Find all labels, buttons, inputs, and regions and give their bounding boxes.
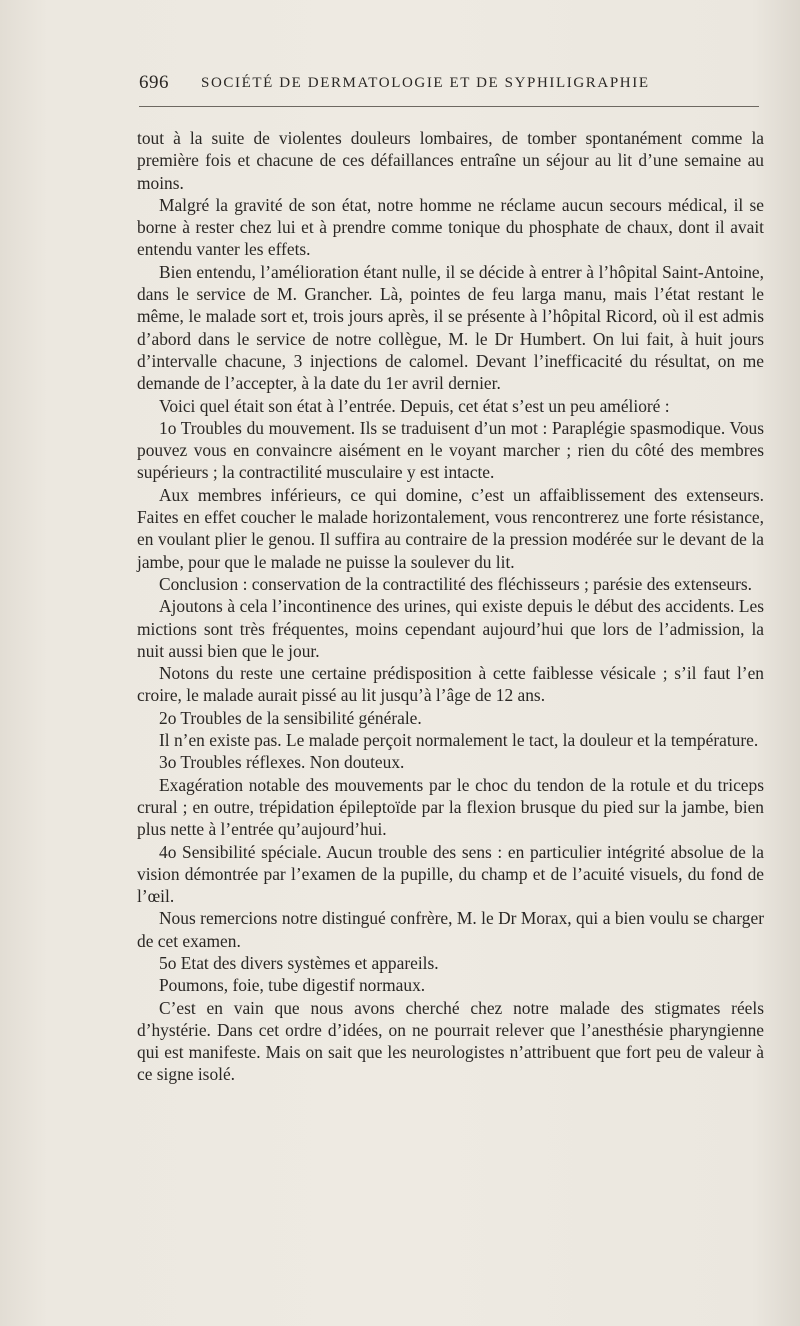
paragraph: Voici quel était son état à l’entrée. Depuis, cet état s’est un peu amélioré : (159, 395, 670, 416)
section-heading-paragraph: 5o Etat des divers systèmes et appareils. (159, 952, 439, 973)
paragraph: Notons du reste une certaine prédisposition à cette faiblesse vésicale ; s’il faut l’en croire, le malade aurait pissé au lit jusqu’à l’âge de 12 ans. (137, 663, 764, 706)
paragraph: Poumons, foie, tube digestif normaux. (159, 975, 426, 996)
paragraph: Malgré la gravité de son état, notre homme ne réclame aucun secours médical, il se borne à rester chez lui et à prendre comme tonique du phosphate de chaux, dont il avait entendu vanter les effets. (137, 194, 764, 260)
page-header (139, 72, 759, 102)
running-title: SOCIÉTÉ DE DERMATOLOGIE ET DE SYPHILIGRAPHIE (201, 75, 650, 91)
section-heading-paragraph: 2o Troubles de la sensibilité générale. (159, 707, 422, 728)
section-heading-paragraph: 3o Troubles réflexes. Non douteux. (159, 752, 405, 773)
paragraph: tout à la suite de violentes douleurs lombaires, de tomber spontanément comme la première fois et chacune de ces défaillances entraîne un séjour au lit d’une semaine au moins. (137, 128, 764, 193)
page-number: 696 (139, 72, 169, 93)
section-heading-paragraph: 1o Troubles du mouvement. Ils se traduisent d’un mot : Paraplégie spasmodique. Vous pouvez vous en convaincre aisément en le voyant marcher ; rien du côté des membres supérieurs ; la contractilité musculaire y est intacte. (137, 417, 764, 483)
paragraph: Bien entendu, l’amélioration étant nulle, il se décide à entrer à l’hôpital Saint-Antoine, dans le service de M. Grancher. Là, pointes de feu larga manu, mais l’état restant le même, le malade sort et, trois jours après, il se présente à l’hôpital Ricord, où il est admis d’abord dans le service de notre collègue, M. le Dr Humbert. On lui fait, à huit jours d’intervalle chacune, 3 injections de calomel. Devant l’inefficacité du résultat, on me demande de l’accepter, à la date du 1er avril dernier. (137, 261, 764, 394)
paragraph: Il n’en existe pas. Le malade perçoit normalement le tact, la douleur et la température. (159, 730, 759, 751)
paragraph: Nous remercions notre distingué confrère, M. le Dr Morax, qui a bien voulu se charger de cet examen. (137, 908, 764, 951)
paragraph: Aux membres inférieurs, ce qui domine, c’est un affaiblissement des extenseurs. Faites en effet coucher le malade horizontalement, vous rencontrerez une forte résistance, en voulant plier le genou. Il suffira au contraire de la pression modérée sur le devant de la jambe, pour que le malade ne puisse la soulever du lit. (137, 484, 764, 572)
section-heading-paragraph: 4o Sensibilité spéciale. Aucun trouble des sens : en particulier intégrité absolue de la vision démontrée par l’examen de la pupille, du champ et de l’acuité visuels, du fond de l’œil. (137, 841, 764, 907)
paragraph: Ajoutons à cela l’incontinence des urines, qui existe depuis le début des accidents. Les mictions sont très fréquentes, moins cependant aujourd’hui que lors de l’admission, la nuit aussi bien que le jour. (137, 596, 764, 661)
paragraph: C’est en vain que nous avons cherché chez notre malade des stigmates réels d’hystérie. Dans cet ordre d’idées, on ne pourrait relever que l’anesthésie pharyngienne qui est manifeste. Mais on sait que les neurologistes n’attribuent que fort peu de valeur à ce signe isolé. (137, 997, 764, 1085)
header-rule (139, 106, 759, 107)
body-text (137, 127, 764, 1086)
paragraph: Conclusion : conservation de la contractilité des fléchisseurs ; parésie des extenseurs. (159, 573, 753, 594)
paragraph: Exagération notable des mouvements par le choc du tendon de la rotule et du triceps crural ; en outre, trépidation épileptoïde par la flexion brusque du pied sur la jambe, bien plus nette à l’entrée qu’aujourd’hui. (137, 774, 764, 840)
